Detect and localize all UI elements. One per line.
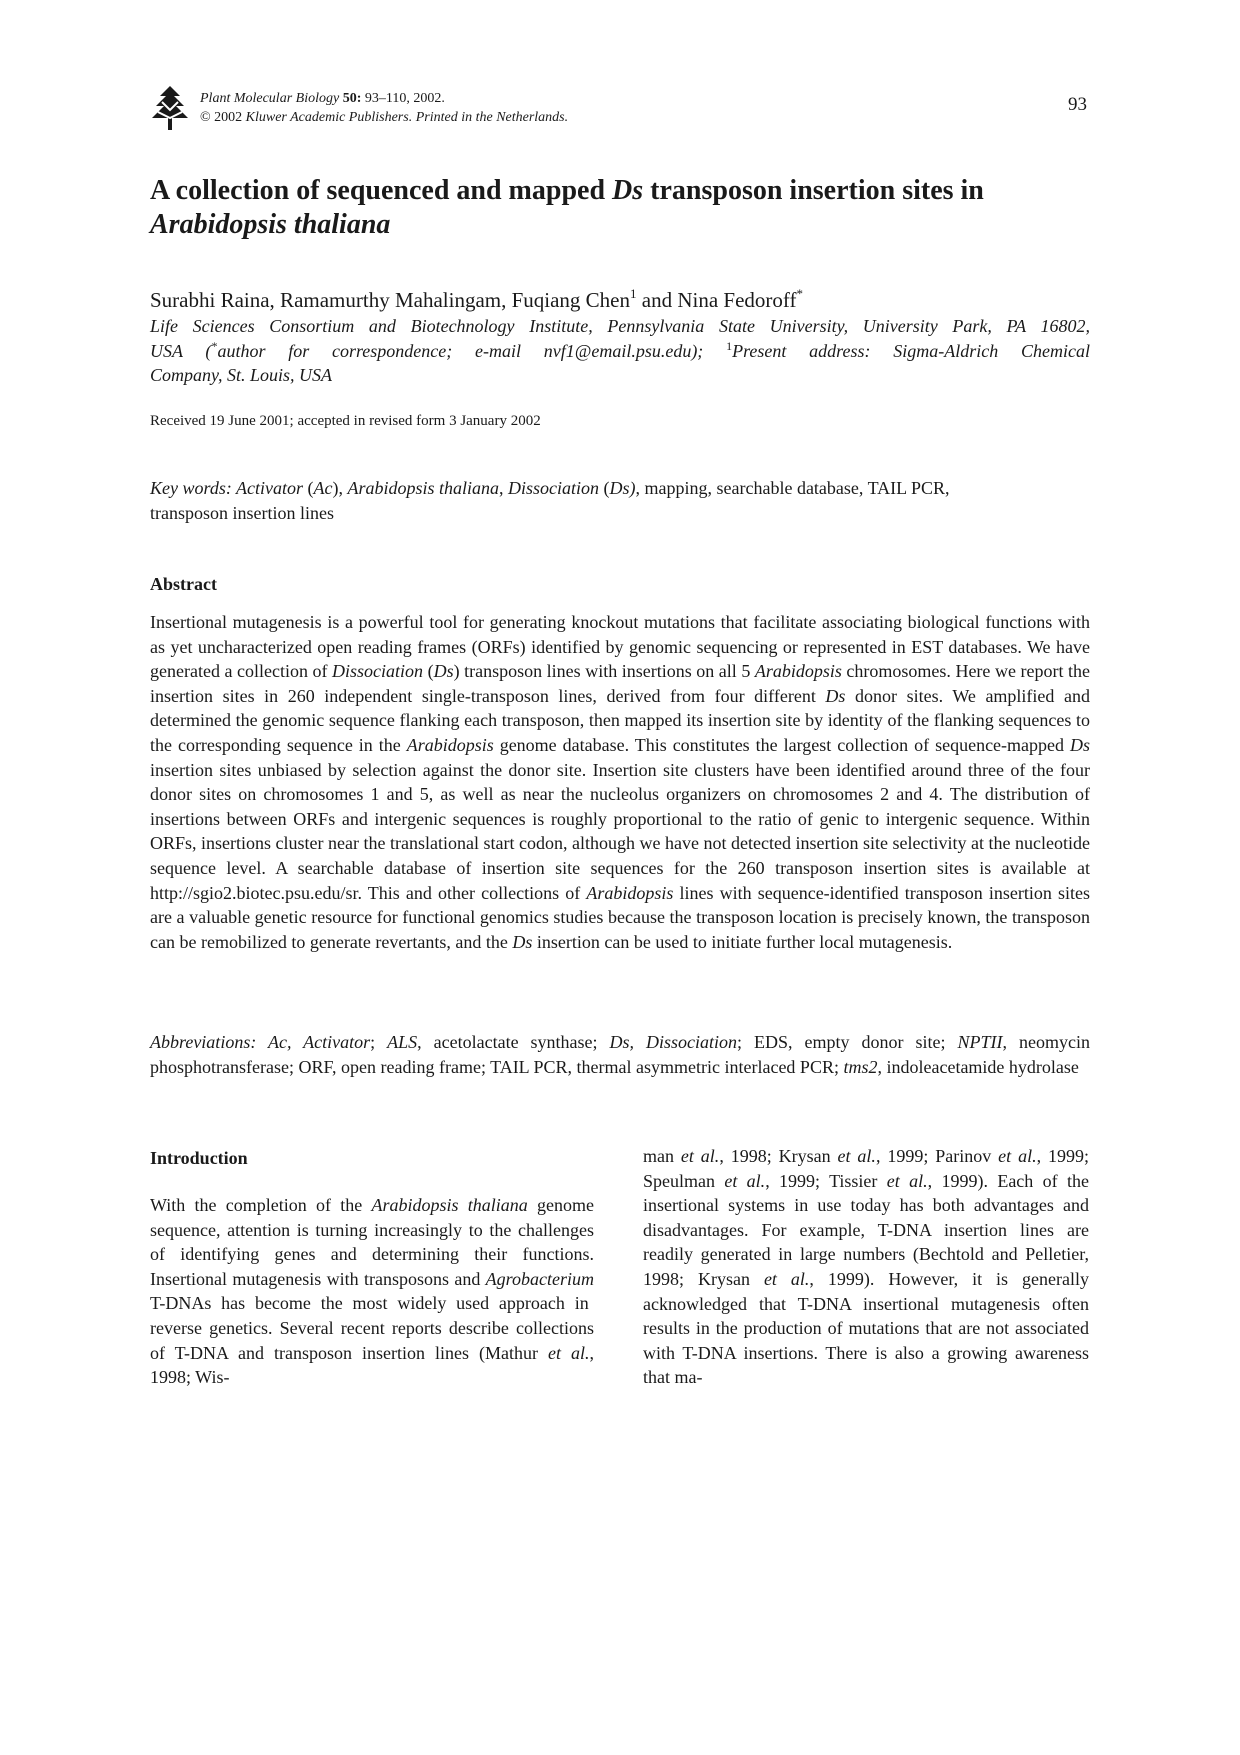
intro-italic: et al. bbox=[763, 1268, 810, 1289]
intro-text: , 1999). Each of the insertional systems in use today has both advantages and disadvantages. For example, T-DNA insertion lines are readily generated in large numbers (Bechtold and Pelletier, 1998; Krysan bbox=[643, 1170, 1089, 1289]
journal-line-2 bbox=[200, 108, 568, 127]
title-ds: Ds bbox=[612, 175, 644, 206]
printed-in: Printed in the Netherlands. bbox=[415, 110, 569, 125]
affiliation-line-2 bbox=[150, 339, 1090, 364]
abstract-italic: Ds bbox=[825, 685, 846, 706]
title-part-1: A collection of sequenced and mapped bbox=[150, 175, 613, 206]
corresponding-star: * bbox=[796, 286, 804, 301]
author-names: Surabhi Raina, Ramamurthy Mahalingam, Fuqiang Chen bbox=[150, 288, 631, 312]
introduction-right-column bbox=[643, 1144, 1089, 1390]
received-date: Received 19 June 2001; accepted in revised form 3 January 2002 bbox=[150, 413, 541, 429]
intro-text: , 1998; Wis- bbox=[150, 1342, 594, 1388]
journal-citation bbox=[200, 89, 568, 127]
author-list bbox=[150, 287, 803, 313]
kw-sep: ), bbox=[332, 478, 348, 498]
intro-text: , 1999; Parinov bbox=[875, 1146, 999, 1166]
intro-text: , 1999). However, it is generally acknowledged that T-DNA insertional mutagenesis often results in the production of mutations that are not associated with T-DNA insertions. There is also a growing awareness that ma- bbox=[643, 1268, 1089, 1388]
abbrev-text: , acetolactate synthase; bbox=[417, 1032, 610, 1052]
kw-last-line: transposon insertion lines bbox=[150, 502, 334, 523]
title-part-3: Arabidopsis thaliana bbox=[150, 209, 391, 240]
abbrev-text: , neomycin phosphotransferase; ORF, open reading frame; TAIL PCR, thermal asymmetric interlaced PCR; bbox=[150, 1032, 1090, 1077]
abstract-text: ) transposon lines with insertions on all 5 bbox=[453, 661, 755, 682]
abstract-text: ( bbox=[423, 661, 434, 682]
intro-text: T-DNAs has become the most widely used approach in reverse genetics. Several recent reports describe collections of T-DNA and transposon insertion lines (Mathur bbox=[150, 1293, 594, 1363]
abstract-heading: Abstract bbox=[150, 574, 217, 594]
abbrev-italic: Ds, Dissociation bbox=[609, 1032, 738, 1052]
kw-sep: ( bbox=[599, 478, 610, 498]
abbrev-italic: tms2 bbox=[843, 1056, 878, 1077]
kw-ac: Ac bbox=[313, 478, 333, 498]
abstract-text: insertion can be used to initiate further local mutagenesis. bbox=[532, 931, 953, 952]
copyright-year: 2002 bbox=[214, 110, 243, 125]
keywords-label: Key words: Activator bbox=[150, 478, 303, 498]
page-number: 93 bbox=[1068, 94, 1087, 115]
intro-italic: Agrobacterium bbox=[485, 1268, 594, 1289]
journal-line-1 bbox=[200, 89, 568, 108]
intro-text: , 1999; Speulman bbox=[643, 1146, 1089, 1191]
intro-text: With the completion of the bbox=[150, 1195, 372, 1215]
abbrev-label: Abbreviations: Ac, Activator bbox=[150, 1032, 371, 1052]
journal-volume: 50: bbox=[342, 91, 362, 106]
introduction-heading: Introduction bbox=[150, 1148, 248, 1168]
kw-arabidopsis: Arabidopsis thaliana bbox=[347, 478, 499, 498]
intro-italic: et al. bbox=[724, 1170, 766, 1191]
publisher-tree-logo-icon bbox=[150, 84, 190, 132]
intro-italic: et al. bbox=[837, 1146, 876, 1166]
intro-italic: et al. bbox=[548, 1342, 590, 1363]
abstract-italic: Dissociation bbox=[332, 661, 424, 682]
journal-pages-year: 93–110, 2002. bbox=[364, 91, 445, 106]
abstract-italic: Arabidopsis bbox=[754, 661, 842, 682]
title-part-2: transposon insertion sites in bbox=[643, 175, 984, 206]
abstract-italic: Ds bbox=[433, 661, 454, 682]
abbreviations bbox=[150, 1030, 1090, 1079]
abbrev-text: ; EDS, empty donor site; bbox=[737, 1032, 958, 1052]
kw-rest: , mapping, searchable database, TAIL PCR, bbox=[635, 478, 950, 498]
affiliation-line-3: Company, St. Louis, USA bbox=[150, 365, 333, 385]
affiliation-line-1: Life Sciences Consortium and Biotechnology Institute, Pennsylvania State University, University Park, PA 16802, bbox=[150, 316, 1090, 336]
intro-italic: et al. bbox=[680, 1146, 720, 1166]
paper-title bbox=[150, 174, 1090, 242]
affiliation-line-2b: author for correspondence; e-mail nvf1@email.psu.edu); bbox=[217, 340, 727, 361]
intro-italic: et al. bbox=[998, 1146, 1037, 1166]
intro-text: , 1999; Tissier bbox=[765, 1170, 887, 1191]
copyright-symbol: © bbox=[200, 110, 211, 125]
journal-name: Plant Molecular Biology bbox=[200, 91, 340, 106]
intro-text: genome sequence, attention is turning increasingly to the challenges of identifying genes and determining their functions. Insertional mutagenesis with transposons and bbox=[150, 1195, 595, 1289]
abstract-text: genome database. This constitutes the largest collection of sequence-mapped bbox=[493, 734, 1070, 755]
intro-italic: et al. bbox=[886, 1170, 928, 1191]
publisher-name: Kluwer Academic Publishers. bbox=[245, 110, 413, 125]
abstract-italic: Arabidopsis bbox=[406, 734, 494, 755]
abstract-italic: Arabidopsis bbox=[586, 882, 674, 903]
intro-text: , 1998; Krysan bbox=[719, 1146, 838, 1166]
abstract-italic: Ds bbox=[1070, 734, 1091, 755]
abstract-text: insertion sites unbiased by selection against the donor site. Insertion site clusters have been identified around three of the four donor sites on chromosomes 1 and 5, as well as near the nucleolus organizers on chromosomes 2 and 4. The distribution of insertions between ORFs and intergenic sequences is roughly proportional to the ratio of genic to intergenic sequence. Within ORFs, insertions cluster near the translational start codon, although we have not detected insertion site selectivity at the nucleotide sequence level. A searchable database of insertion site sequences for the 260 transposon insertion sites is available at http://sgio2.biotec.psu.edu/sr. This and other collections of bbox=[150, 759, 1090, 903]
kw-dissociation: Dissociation bbox=[507, 478, 599, 498]
intro-italic: Arabidopsis thaliana bbox=[371, 1195, 528, 1215]
abbrev-text: ; bbox=[370, 1032, 388, 1052]
introduction-left-column bbox=[150, 1193, 594, 1390]
affiliation-line-2c: Present address: Sigma-Aldrich Chemical bbox=[732, 340, 1090, 361]
kw-sep: , bbox=[498, 478, 508, 498]
affiliation-line-2a: USA ( bbox=[150, 340, 212, 361]
author-footnote-1: 1 bbox=[630, 286, 637, 301]
abstract-text: lines with sequence-identified transposon insertion sites are a valuable genetic resource for functional genomics studies because the transposon location is precisely known, the transposon can be remobilized to generate revertants, and the bbox=[150, 882, 1090, 952]
abstract-body bbox=[150, 610, 1090, 954]
kw-ds: Ds) bbox=[609, 478, 636, 498]
abstract-text: chromosomes. Here we report the insertion sites in 260 independent single-transposon lines, derived from four different bbox=[150, 661, 1090, 706]
abbrev-italic: ALS bbox=[387, 1032, 418, 1052]
intro-text: man bbox=[643, 1146, 681, 1166]
abstract-text: Insertional mutagenesis is a powerful tool for generating knockout mutations that facilitate associating biological functions with as yet uncharacterized open reading frames (ORFs) identified by genomic sequencing or represented in EST databases. We have generated a collection of bbox=[150, 612, 1090, 682]
kw-sep: ( bbox=[302, 478, 314, 498]
abbrev-italic: NPTII bbox=[957, 1032, 1003, 1052]
abstract-italic: Ds bbox=[512, 931, 533, 952]
affiliation-star: * bbox=[211, 338, 218, 353]
affiliation bbox=[150, 314, 1090, 388]
affiliation-sup-1: 1 bbox=[726, 338, 733, 353]
keywords bbox=[150, 476, 1090, 525]
abbrev-text: , indoleacetamide hydrolase bbox=[877, 1056, 1079, 1077]
author-names-end: and Nina Fedoroff bbox=[636, 288, 797, 312]
abstract-text: donor sites. We amplified and determined the genomic sequence flanking each transposon, then mapped its insertion site by identity of the flanking sequences to the corresponding sequence in the bbox=[150, 685, 1090, 755]
